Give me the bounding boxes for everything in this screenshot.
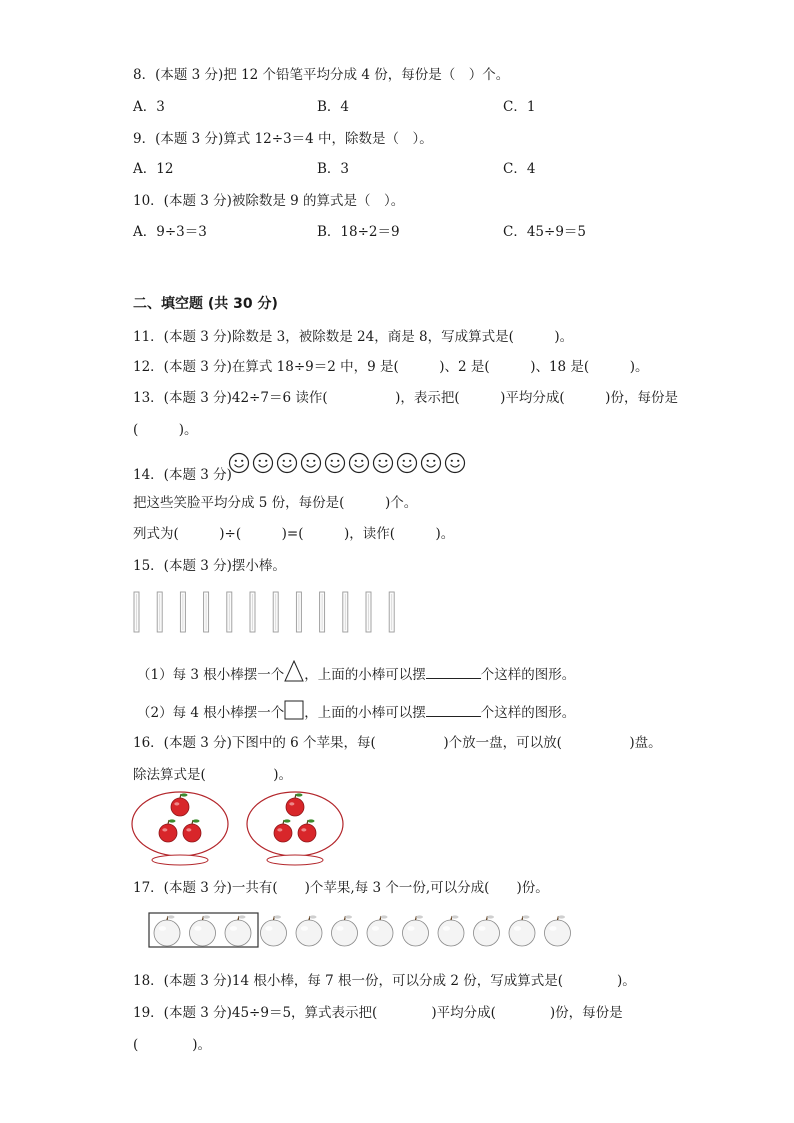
- q9-option-c[interactable]: C．4: [503, 161, 536, 177]
- smiley-face-icon: [348, 452, 370, 474]
- q15-sub2-text-c: 个这样的图形。: [480, 705, 576, 721]
- plate: [247, 792, 343, 865]
- q11-text: 11．(本题 3 分)除数是 3，被除数是 24，商是 8，写成算式是( )。: [133, 329, 574, 345]
- apple-row-illustration: [148, 911, 578, 951]
- smiley-face-icon: [372, 452, 394, 474]
- q8-option-b[interactable]: B．4: [317, 99, 350, 115]
- smiley-face-icon: [324, 452, 346, 474]
- stick: [180, 592, 185, 632]
- stick: [296, 592, 301, 632]
- q8-option-c[interactable]: C．1: [503, 99, 536, 115]
- apple-icon: [545, 915, 571, 946]
- stick: [366, 592, 371, 632]
- q19-line2: ( )。: [133, 1037, 212, 1053]
- q13-line1: 13．(本题 3 分)42÷7＝6 读作( )，表示把( )平均分成( )份，每份是: [133, 390, 678, 406]
- stick: [343, 592, 348, 632]
- plate: [132, 792, 228, 865]
- smiley-face-icon: [444, 452, 466, 474]
- q15-label: 15．(本题 3 分)摆小棒。: [133, 558, 286, 574]
- smiley-face-icon: [276, 452, 298, 474]
- stick: [273, 592, 278, 632]
- apple-icon: [474, 915, 500, 946]
- q15-sub1-text-a: （1）每 3 根小棒摆一个: [137, 667, 285, 683]
- stick: [227, 592, 232, 632]
- q9-text: 9．(本题 3 分)算式 12÷3＝4 中，除数是（ ）。: [133, 131, 433, 147]
- q16-line2: 除法算式是( )。: [133, 767, 293, 783]
- apple-icon: [438, 915, 464, 946]
- stick: [134, 592, 139, 632]
- smiley-face-icon: [300, 452, 322, 474]
- apple-icon: [154, 915, 180, 946]
- q14-label: 14．(本题 3 分): [133, 467, 232, 483]
- apple-icon: [332, 915, 358, 946]
- q8-text: 8．(本题 3 分)把 12 个铅笔平均分成 4 份，每份是（ ）个。: [133, 67, 510, 83]
- q15-sub2-text-b: ，上面的小棒可以摆: [304, 705, 426, 721]
- smiley-face-icon: [396, 452, 418, 474]
- apple-icon: [296, 915, 322, 946]
- stick: [320, 592, 325, 632]
- q10-option-c[interactable]: C．45÷9＝5: [503, 224, 586, 240]
- q15-sub1-text-b: ，上面的小棒可以摆: [304, 667, 426, 683]
- q10-option-b[interactable]: B．18÷2＝9: [317, 224, 400, 240]
- apple-plates-illustration: [130, 788, 360, 868]
- stick: [157, 592, 162, 632]
- apple-icon: [261, 915, 287, 946]
- q14-line2: 列式为( )÷( )=( )，读作( )。: [133, 526, 455, 542]
- q16-line1: 16．(本题 3 分)下图中的 6 个苹果，每( )个放一盘，可以放( )盘。: [133, 735, 662, 751]
- stick: [389, 592, 394, 632]
- q15-sub2: [137, 700, 575, 722]
- square-icon: [284, 700, 304, 720]
- q15-sub2-text-a: （2）每 4 根小棒摆一个: [137, 705, 285, 721]
- triangle-icon: [284, 660, 304, 682]
- apple-icon: [190, 915, 216, 946]
- apple-icon: [403, 915, 429, 946]
- smiley-faces: [228, 452, 466, 474]
- q15-sub1-blank[interactable]: [426, 664, 481, 679]
- q13-line2: ( )。: [133, 422, 198, 438]
- q15-sub1-text-c: 个这样的图形。: [480, 667, 576, 683]
- sticks-illustration: [128, 590, 408, 634]
- section-title: 二、填空题 (共 30 分): [133, 296, 278, 312]
- q19-line1: 19．(本题 3 分)45÷9＝5，算式表示把( )平均分成( )份，每份是: [133, 1005, 623, 1021]
- q9-option-a[interactable]: A．12: [133, 161, 174, 177]
- q15-sub2-blank[interactable]: [426, 702, 481, 717]
- q10-text: 10．(本题 3 分)被除数是 9 的算式是（ ）。: [133, 193, 405, 209]
- q8-option-a[interactable]: A．3: [133, 99, 165, 115]
- smiley-face-icon: [228, 452, 250, 474]
- apple-icon: [367, 915, 393, 946]
- smiley-face-icon: [420, 452, 442, 474]
- q15-sub1: [137, 660, 575, 684]
- q10-option-a[interactable]: A．9÷3＝3: [133, 224, 207, 240]
- apple-icon: [509, 915, 535, 946]
- q12-text: 12．(本题 3 分)在算式 18÷9＝2 中，9 是( )、2 是( )、18 是( )。: [133, 359, 649, 375]
- apple-icon: [225, 915, 251, 946]
- q17-text: 17．(本题 3 分)一共有( )个苹果,每 3 个一份,可以分成( )份。: [133, 880, 549, 896]
- stick: [204, 592, 209, 632]
- stick: [250, 592, 255, 632]
- q18-text: 18．(本题 3 分)14 根小棒，每 7 根一份，可以分成 2 份，写成算式是( )。: [133, 973, 636, 989]
- q14-line1: 把这些笑脸平均分成 5 份，每份是( )个。: [133, 495, 418, 511]
- q9-option-b[interactable]: B．3: [317, 161, 350, 177]
- smiley-face-icon: [252, 452, 274, 474]
